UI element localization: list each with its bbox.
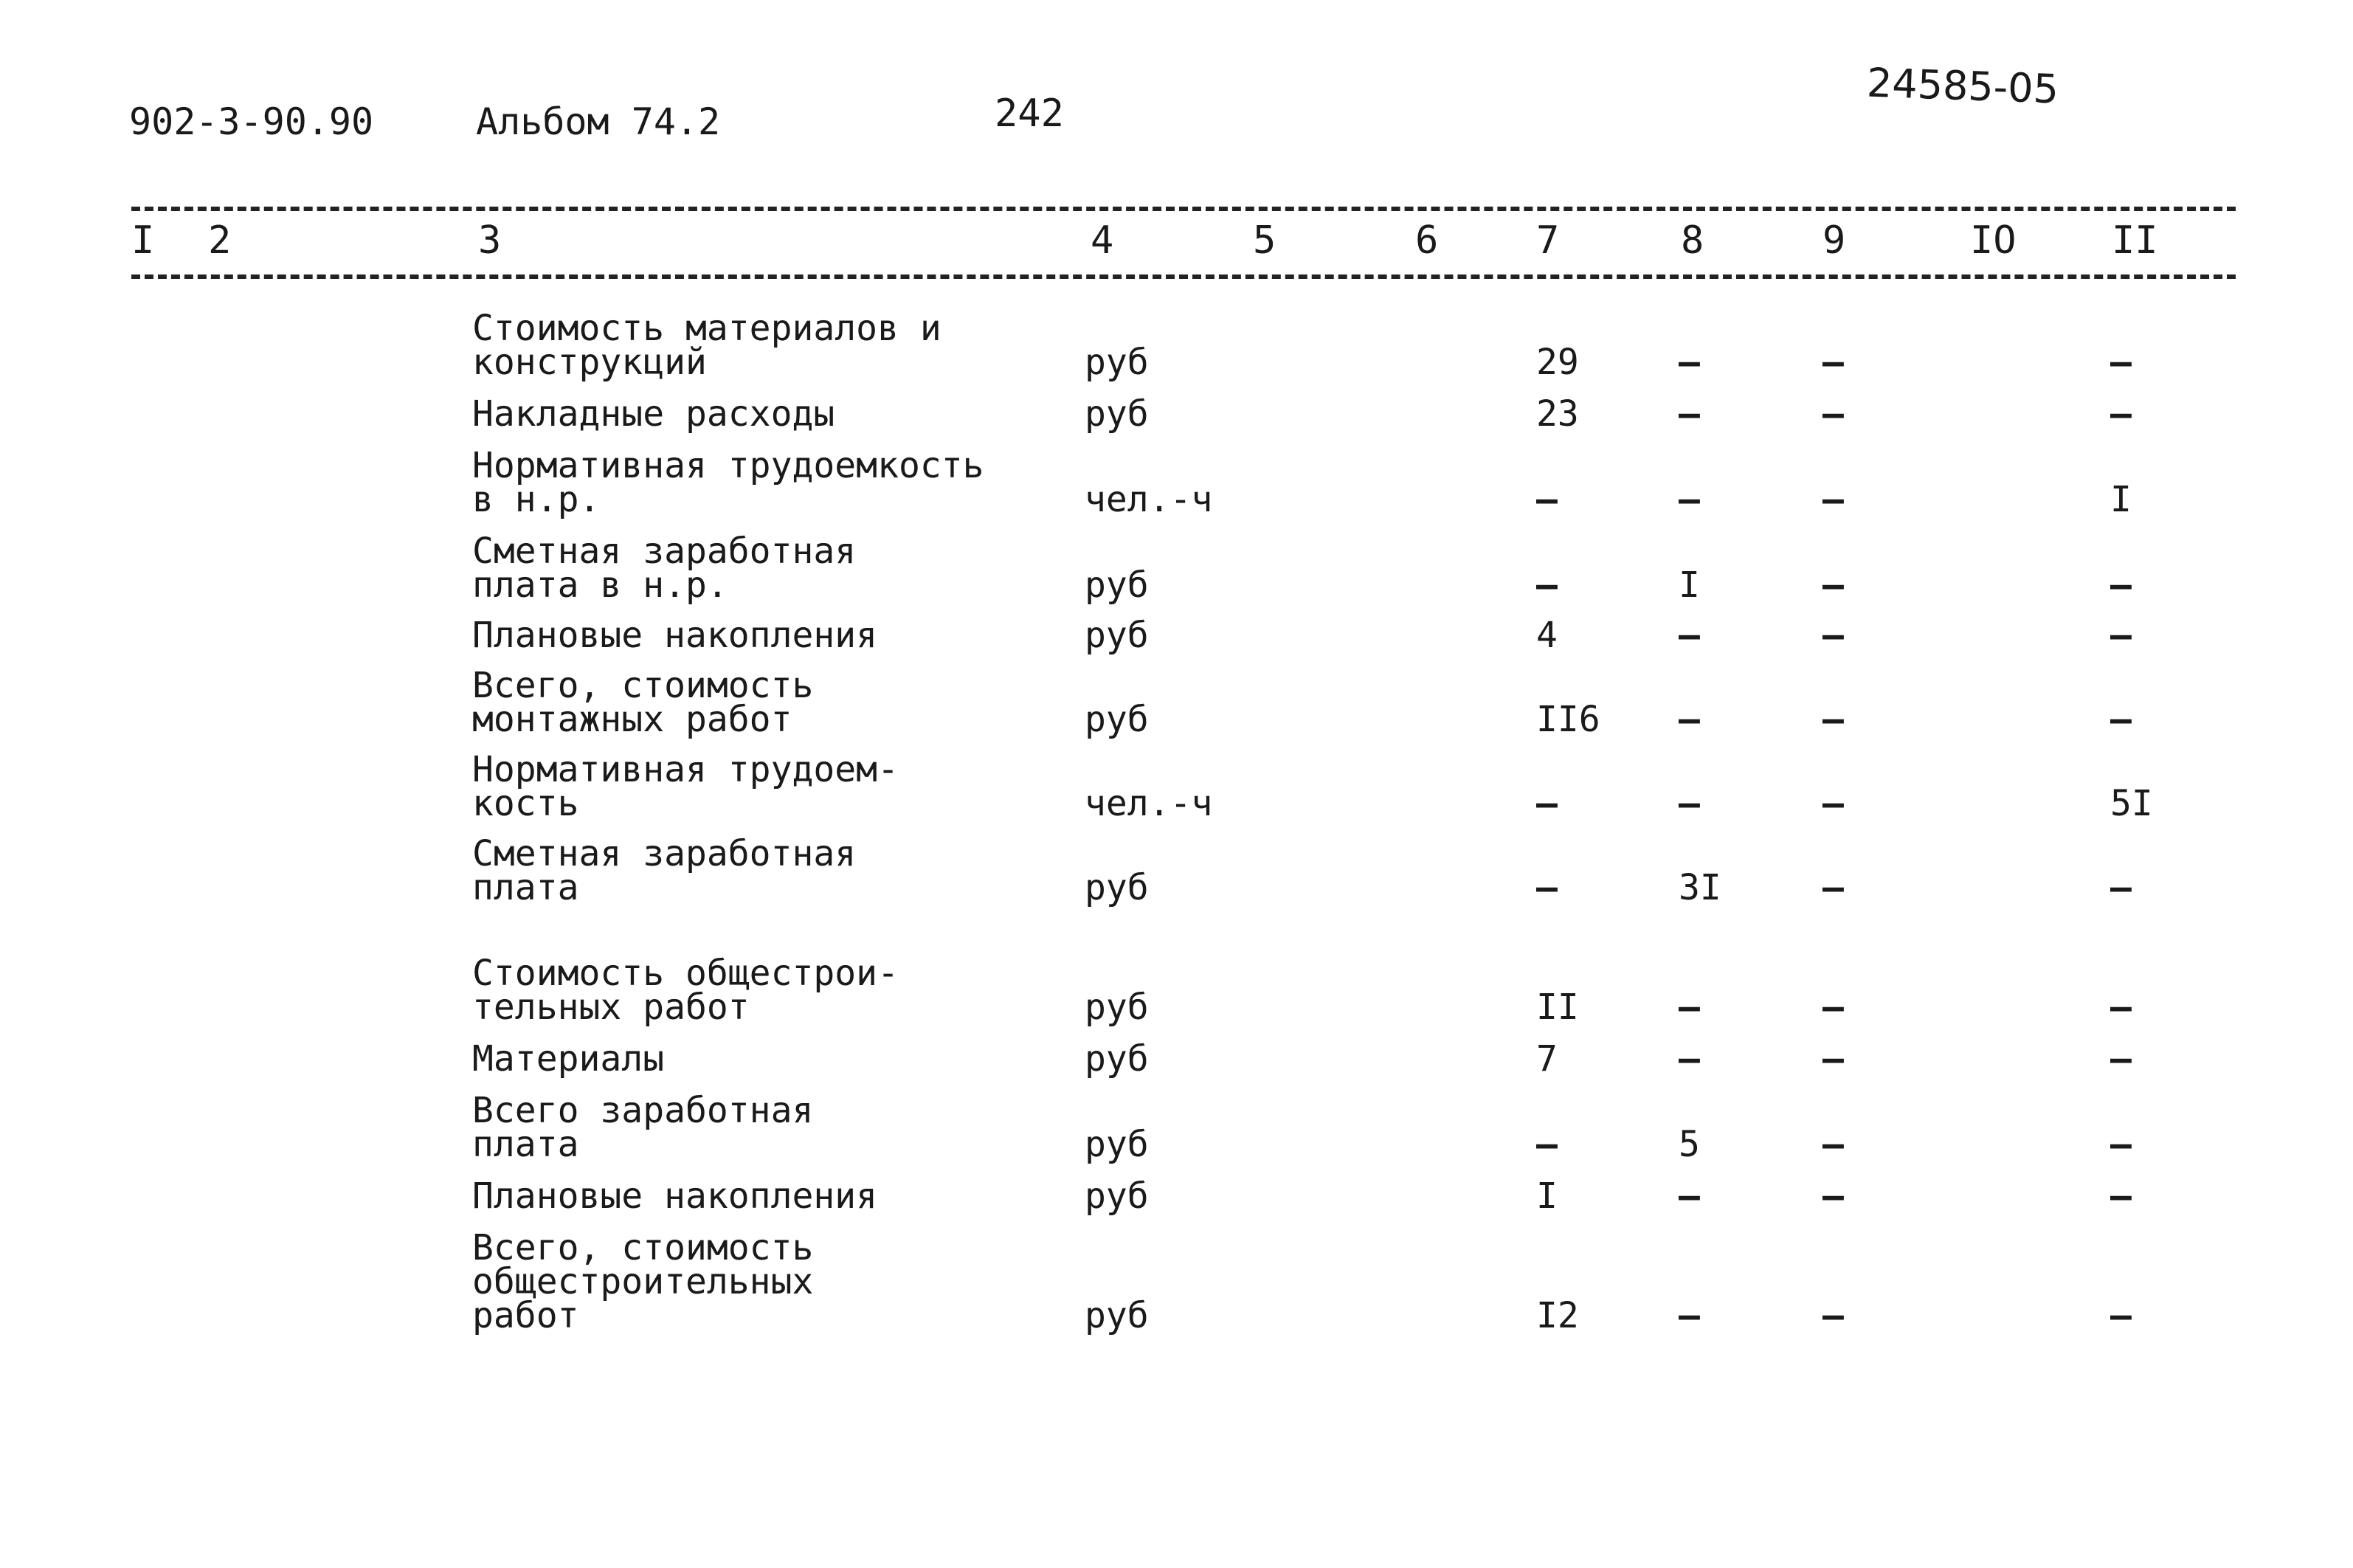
table-cell-col7: – [1536, 564, 1558, 606]
table-cell-col7: – [1536, 1124, 1558, 1165]
table-cell-col8: I [1679, 564, 1700, 606]
table-cell-col11: – [2110, 699, 2132, 740]
table-row-label: Нормативная трудоем- кость [472, 749, 899, 824]
table-cell-col9: – [1822, 393, 1844, 435]
table-cell-col11: 5I [2110, 783, 2153, 824]
table-cell-col8: – [1679, 1038, 1700, 1080]
table-cell-col11: – [2110, 342, 2132, 383]
table-cell-col7: 7 [1536, 1038, 1558, 1080]
table-cell-col8: – [1679, 393, 1700, 435]
table-cell-col7: 23 [1536, 393, 1579, 435]
table-cell-col11: – [2110, 1295, 2132, 1336]
table-row-label: Всего, стоимость общестроительных работ [472, 1227, 814, 1336]
table-cell-col8: – [1679, 699, 1700, 740]
column-number-9: 9 [1822, 218, 1846, 263]
table-cell-col7: I2 [1536, 1295, 1579, 1336]
column-number-3: 3 [478, 218, 502, 263]
table-cell-col8: – [1679, 479, 1700, 520]
header-rule-bottom [131, 274, 2236, 279]
table-cell-col7: – [1536, 867, 1558, 908]
column-number-7: 7 [1536, 218, 1560, 263]
table-cell-col9: – [1822, 615, 1844, 656]
table-row-label: Сметная заработная плата в н.р. [472, 531, 857, 606]
table-cell-col9: – [1822, 867, 1844, 908]
table-cell-col11: – [2110, 564, 2132, 606]
table-row-unit: руб [1085, 1295, 1149, 1336]
table-cell-col9: – [1822, 479, 1844, 520]
table-row-label: Нормативная трудоемкость в н.р. [472, 445, 984, 520]
column-number-5: 5 [1253, 218, 1276, 263]
table-row-unit: руб [1085, 1038, 1149, 1080]
table-row-label: Плановые накопления [472, 615, 878, 656]
table-cell-col11: – [2110, 393, 2132, 435]
table-cell-col7: I [1536, 1175, 1558, 1217]
table-row-label: Сметная заработная плата [472, 833, 857, 908]
table-row-label: Плановые накопления [472, 1175, 878, 1217]
table-cell-col11: – [2110, 987, 2132, 1028]
table-row-unit: чел.-ч [1085, 783, 1213, 824]
table-cell-col9: – [1822, 1295, 1844, 1336]
table-cell-col9: – [1822, 1175, 1844, 1217]
table-cell-col11: – [2110, 867, 2132, 908]
table-cell-col9: – [1822, 783, 1844, 824]
album-label: Альбом 74.2 [476, 100, 721, 143]
column-number-10: IO [1970, 218, 2017, 263]
table-cell-col8: – [1679, 1175, 1700, 1217]
page-number: 242 [995, 91, 1064, 136]
table-row-unit: руб [1085, 615, 1149, 656]
table-row-label: Материалы [472, 1038, 665, 1080]
table-cell-col7: – [1536, 479, 1558, 520]
table-row-label: Всего, стоимость монтажных работ [472, 665, 814, 740]
table-cell-col8: 5 [1679, 1124, 1700, 1165]
table-row-label: Всего заработная плата [472, 1090, 814, 1165]
table-cell-col7: II [1536, 987, 1579, 1028]
table-row-unit: руб [1085, 867, 1149, 908]
table-row-unit: руб [1085, 1124, 1149, 1165]
table-cell-col8: – [1679, 342, 1700, 383]
table-row-unit: руб [1085, 699, 1149, 740]
table-row-unit: чел.-ч [1085, 479, 1213, 520]
table-cell-col7: 29 [1536, 342, 1579, 383]
table-cell-col8: – [1679, 783, 1700, 824]
table-cell-col9: – [1822, 564, 1844, 606]
column-number-2: 2 [208, 218, 232, 263]
table-row-label: Стоимость общестрои- тельных работ [472, 953, 899, 1028]
table-cell-col11: – [2110, 615, 2132, 656]
table-row-unit: руб [1085, 393, 1149, 435]
table-cell-col8: – [1679, 987, 1700, 1028]
table-cell-col11: – [2110, 1124, 2132, 1165]
table-cell-col9: – [1822, 1038, 1844, 1080]
table-cell-col8: – [1679, 615, 1700, 656]
table-cell-col9: – [1822, 1124, 1844, 1165]
column-number-1: I [131, 218, 155, 263]
table-cell-col7: – [1536, 783, 1558, 824]
table-cell-col11: – [2110, 1175, 2132, 1217]
handwritten-stamp: 24585-05 [1865, 59, 2060, 113]
header-rule-top [131, 207, 2236, 211]
table-cell-col11: – [2110, 1038, 2132, 1080]
table-cell-col8: 3I [1679, 867, 1721, 908]
column-number-4: 4 [1091, 218, 1114, 263]
table-row-unit: руб [1085, 342, 1149, 383]
column-number-11: II [2112, 218, 2158, 263]
document-code: 902-3-90.90 [129, 100, 374, 143]
column-number-8: 8 [1681, 218, 1704, 263]
table-row-label: Накладные расходы [472, 393, 835, 435]
table-row-unit: руб [1085, 987, 1149, 1028]
table-cell-col9: – [1822, 699, 1844, 740]
table-row-label: Стоимость материалов и конструкций [472, 308, 941, 383]
table-cell-col8: – [1679, 1295, 1700, 1336]
table-row-unit: руб [1085, 564, 1149, 606]
table-cell-col9: – [1822, 987, 1844, 1028]
table-row-unit: руб [1085, 1175, 1149, 1217]
table-cell-col7: 4 [1536, 615, 1558, 656]
table-cell-col9: – [1822, 342, 1844, 383]
table-cell-col11: I [2110, 479, 2132, 520]
table-cell-col7: II6 [1536, 699, 1600, 740]
column-number-6: 6 [1415, 218, 1439, 263]
